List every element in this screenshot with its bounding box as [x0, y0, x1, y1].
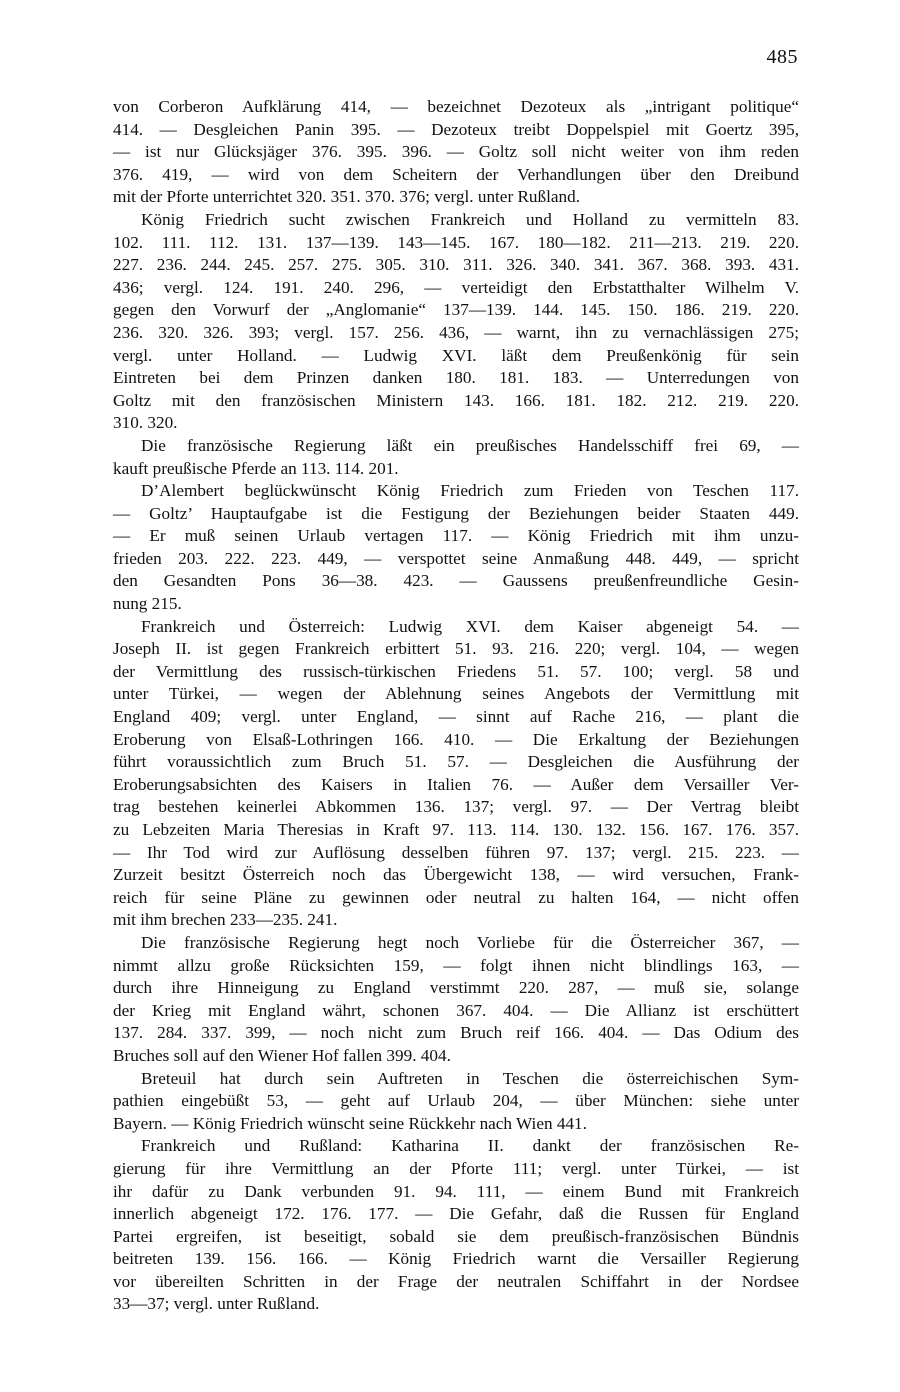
- text-line: reich für seine Pläne zu gewinnen oder neutral zu halten 164, — nicht offen: [113, 887, 799, 907]
- text-line: den Gesandten Pons 36—38. 423. — Gaussens preußenfreundliche Gesin-: [113, 571, 799, 591]
- text-line: beitreten 139. 156. 166. — König Friedrich warnt die Versailler Regierung: [113, 1249, 799, 1269]
- text-line: — Ihr Tod wird zur Auflösung desselben führen 97. 137; vergl. 215. 223. —: [113, 842, 799, 862]
- text-line: mit ihm brechen 233—235. 241.: [113, 910, 338, 930]
- text-line: D’Alembert beglückwünscht König Friedrich zum Frieden von Teschen 117.: [141, 481, 799, 501]
- text-line: vor übereilten Schritten in der Frage der neutralen Schiffahrt in der Nordsee: [113, 1271, 799, 1291]
- text-line: unter Türkei, — wegen der Ablehnung seines Angebots der Vermittlung mit: [113, 684, 799, 704]
- text-line: Frankreich und Rußland: Katharina II. dankt der französischen Re-: [141, 1136, 799, 1156]
- text-line: Goltz mit den französischen Ministern 143. 166. 181. 182. 212. 219. 220.: [113, 390, 799, 410]
- text-line: Bayern. — König Friedrich wünscht seine Rückkehr nach Wien 441.: [113, 1113, 587, 1133]
- text-line: 310. 320.: [113, 413, 178, 433]
- text-line: 414. — Desgleichen Panin 395. — Dezoteux treibt Doppelspiel mit Goertz 395,: [113, 119, 799, 139]
- text-line: 227. 236. 244. 245. 257. 275. 305. 310. 311. 326. 340. 341. 367. 368. 393. 431.: [113, 255, 799, 275]
- text-line: führt voraussichtlich zum Bruch 51. 57. — Desgleichen die Ausführung der: [113, 752, 799, 772]
- text-line: nung 215.: [113, 594, 182, 614]
- text-line: Zurzeit besitzt Österreich noch das Übergewicht 138, — wird versuchen, Frank-: [113, 865, 799, 885]
- text-line: 436; vergl. 124. 191. 240. 296, — verteidigt den Erbstatthalter Wilhelm V.: [113, 277, 799, 297]
- text-line: — Goltz’ Hauptaufgabe ist die Festigung der Beziehungen beider Staaten 449.: [113, 503, 799, 523]
- text-line: Die französische Regierung läßt ein preußisches Handelsschiff frei 69, —: [141, 435, 799, 455]
- text-line: 33—37; vergl. unter Rußland.: [113, 1294, 320, 1314]
- text-line: Breteuil hat durch sein Auftreten in Teschen die österreichischen Sym-: [141, 1068, 799, 1088]
- text-line: König Friedrich sucht zwischen Frankreich und Holland zu vermitteln 83.: [141, 209, 799, 229]
- index-text-block: [113, 96, 799, 1316]
- text-line: Joseph II. ist gegen Frankreich erbittert 51. 93. 216. 220; vergl. 104, — wegen: [113, 639, 799, 659]
- text-line: kauft preußische Pferde an 113. 114. 201.: [113, 458, 399, 478]
- text-line: 376. 419, — wird von dem Scheitern der Verhandlungen über den Dreibund: [113, 164, 799, 184]
- text-line: ihr dafür zu Dank verbunden 91. 94. 111, — einem Bund mit Frankreich: [113, 1181, 799, 1201]
- text-line: nimmt allzu große Rücksichten 159, — folgt ihnen nicht blindlings 163, —: [113, 955, 799, 975]
- text-line: 102. 111. 112. 131. 137—139. 143—145. 167. 180—182. 211—213. 219. 220.: [113, 232, 799, 252]
- text-line: pathien eingebüßt 53, — geht auf Urlaub 204, — über München: siehe unter: [113, 1091, 799, 1111]
- text-line: durch ihre Hinneigung zu England verstimmt 220. 287, — muß sie, solange: [113, 978, 799, 998]
- text-line: — Er muß seinen Urlaub vertagen 117. — König Friedrich mit ihm unzu-: [113, 526, 799, 546]
- text-line: innerlich abgeneigt 172. 176. 177. — Die Gefahr, daß die Russen für England: [113, 1204, 799, 1224]
- text-line: Partei ergreifen, ist beseitigt, sobald sie dem preußisch-französischen Bündnis: [113, 1226, 799, 1246]
- text-line: Eroberung von Elsaß-Lothringen 166. 410. — Die Erkaltung der Beziehungen: [113, 729, 799, 749]
- text-line: zu Lebzeiten Maria Theresias in Kraft 97. 113. 114. 130. 132. 156. 167. 176. 357.: [113, 820, 799, 839]
- text-line: gierung für ihre Vermittlung an der Pforte 111; vergl. unter Türkei, — ist: [113, 1158, 799, 1178]
- text-line: 236. 320. 326. 393; vergl. 157. 256. 436, — warnt, ihn zu vernachlässigen 275;: [113, 322, 799, 342]
- text-line: Frankreich und Österreich: Ludwig XVI. dem Kaiser abgeneigt 54. —: [141, 616, 799, 636]
- text-line: frieden 203. 222. 223. 449, — verspottet seine Anmaßung 448. 449, — spricht: [113, 548, 799, 568]
- text-line: der Krieg mit England währt, schonen 367. 404. — Die Allianz ist erschüttert: [113, 1000, 799, 1020]
- text-line: der Vermittlung des russisch-türkischen Friedens 51. 57. 100; vergl. 58 und: [113, 661, 799, 681]
- text-line: Bruches soll auf den Wiener Hof fallen 399. 404.: [113, 1045, 451, 1065]
- text-line: England 409; vergl. unter England, — sinnt auf Rache 216, — plant die: [113, 707, 799, 727]
- page-number: 485: [766, 46, 798, 68]
- text-line: trag bestehen keinerlei Abkommen 136. 137; vergl. 97. — Der Vertrag bleibt: [113, 797, 799, 817]
- text-line: mit der Pforte unterrichtet 320. 351. 370. 376; vergl. unter Rußland.: [113, 187, 580, 207]
- text-line: gegen den Vorwurf der „Anglomanie“ 137—139. 144. 145. 150. 186. 219. 220.: [113, 300, 799, 320]
- text-line: Eroberungsabsichten des Kaisers in Italien 76. — Außer dem Versailler Ver-: [113, 774, 799, 794]
- text-line: 137. 284. 337. 399, — noch nicht zum Bruch reif 166. 404. — Das Odium des: [113, 1023, 799, 1043]
- text-line: — ist nur Glücksjäger 376. 395. 396. — Goltz soll nicht weiter von ihm reden: [113, 142, 799, 162]
- text-line: von Corberon Aufklärung 414, — bezeichnet Dezoteux als „intrigant politique“: [113, 97, 799, 116]
- text-line: Eintreten bei dem Prinzen danken 180. 181. 183. — Unterredungen von: [113, 368, 799, 388]
- text-line: vergl. unter Holland. — Ludwig XVI. läßt dem Preußenkönig für sein: [113, 345, 799, 365]
- text-line: Die französische Regierung hegt noch Vorliebe für die Österreicher 367, —: [141, 932, 799, 952]
